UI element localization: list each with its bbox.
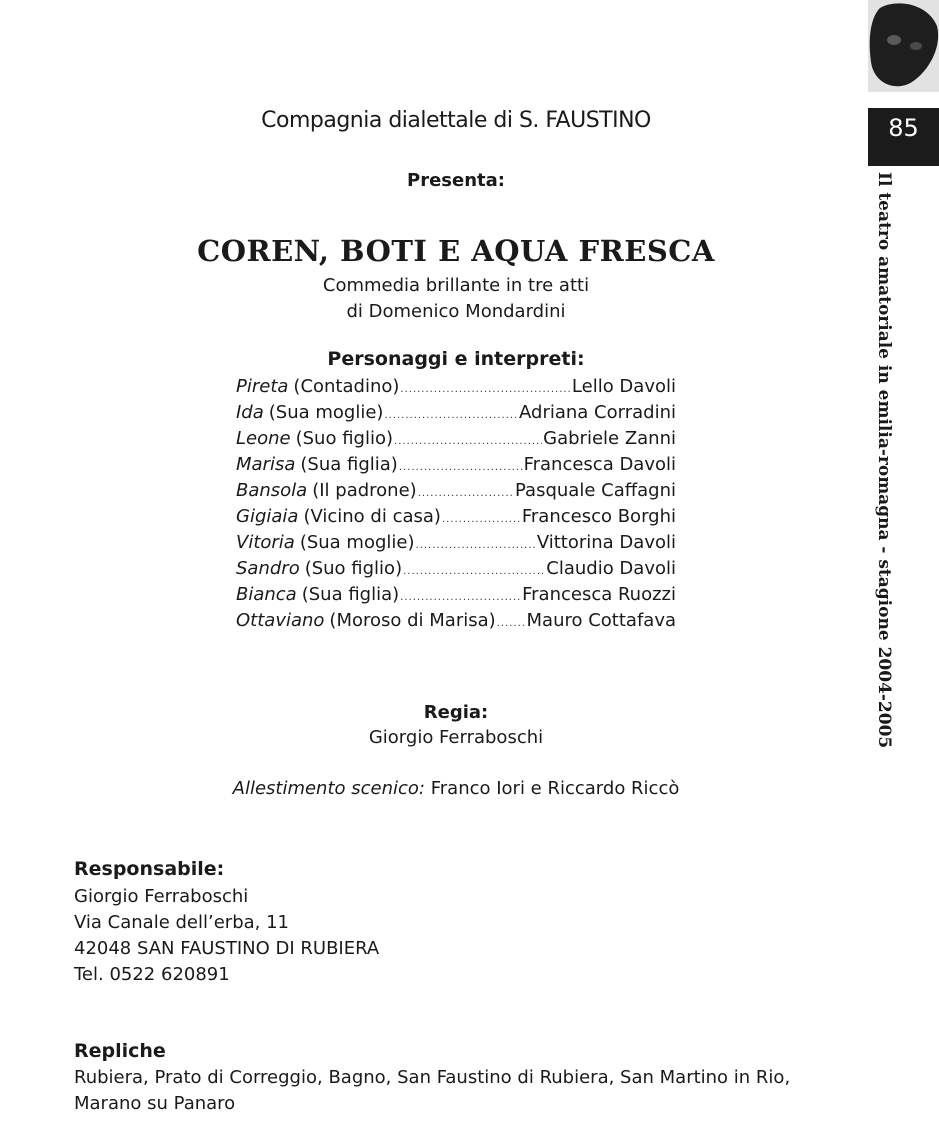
cast-role: Ottaviano bbox=[236, 610, 325, 631]
repliche-text: Rubiera, Prato di Correggio, Bagno, San Faustino di Rubiera, San Martino in Rio, Marano su Panaro bbox=[74, 1067, 791, 1114]
cast-role-description: (Sua figlia) bbox=[301, 584, 400, 605]
cast-row bbox=[236, 454, 676, 480]
cast-actor: Pasquale Caffagni bbox=[515, 480, 676, 501]
cast-role-description: (Vicino di casa) bbox=[303, 506, 441, 527]
cast-row bbox=[236, 376, 676, 402]
cast-actor: Adriana Corradini bbox=[519, 402, 676, 423]
subtitle-author: di Domenico Mondardini bbox=[346, 301, 566, 322]
responsabile-tel: Tel. 0522 620891 bbox=[74, 964, 230, 985]
cast-role-description: (Il padrone) bbox=[312, 480, 417, 501]
responsabile-name: Giorgio Ferraboschi bbox=[74, 886, 249, 907]
cast-role: Leone bbox=[236, 428, 291, 449]
allestimento-line bbox=[0, 778, 912, 799]
regia-heading: Regia: bbox=[423, 702, 489, 723]
leader-dots bbox=[400, 384, 571, 395]
cast-role-description: (Sua figlia) bbox=[300, 454, 398, 475]
cast-role-description: (Sua moglie) bbox=[268, 402, 384, 423]
responsabile-address: Via Canale dell’erba, 11 bbox=[74, 912, 290, 933]
cast-role-description: (Sua moglie) bbox=[299, 532, 415, 553]
cast-row bbox=[236, 532, 676, 558]
cast-row bbox=[236, 428, 676, 454]
cast-role: Pireta bbox=[236, 376, 289, 397]
cast-role-description: (Suo figlio) bbox=[295, 428, 394, 449]
cast-row bbox=[236, 584, 676, 610]
leader-dots bbox=[394, 436, 542, 447]
play-title: COREN, BOTI E AQUA FRESCA bbox=[197, 234, 715, 268]
leader-dots bbox=[384, 410, 518, 421]
cast-row bbox=[236, 402, 676, 428]
leader-dots bbox=[442, 514, 521, 525]
cast-actor: Lello Davoli bbox=[571, 376, 676, 397]
allestimento-value: Franco Iori e Riccardo Riccò bbox=[425, 778, 680, 799]
leader-dots bbox=[400, 592, 521, 603]
play-subtitle bbox=[0, 273, 912, 325]
cast-actor: Francesca Davoli bbox=[523, 454, 676, 475]
cast-row bbox=[236, 506, 676, 532]
cast-actor: Vittorina Davoli bbox=[536, 532, 676, 553]
allestimento-label: Allestimento scenico: bbox=[232, 778, 425, 799]
leader-dots bbox=[497, 618, 526, 629]
responsabile-city: 42048 SAN FAUSTINO DI RUBIERA bbox=[74, 938, 380, 959]
leader-dots bbox=[416, 540, 536, 551]
cast-heading: Personaggi e interpreti: bbox=[327, 348, 585, 370]
company-name: Compagnia dialettale di S. FAUSTINO bbox=[261, 108, 651, 133]
cast-actor: Francesco Borghi bbox=[521, 506, 676, 527]
page-number bbox=[868, 108, 939, 166]
cast-role-description: (Contadino) bbox=[293, 376, 400, 397]
series-title-text: Il teatro amatoriale in emilia-romagna - stagione 2004-2005 bbox=[874, 172, 894, 749]
cast-actor: Francesca Ruozzi bbox=[522, 584, 676, 605]
cast-role: Sandro bbox=[236, 558, 300, 579]
cast-actor: Claudio Davoli bbox=[546, 558, 676, 579]
cast-actor: Mauro Cottafava bbox=[526, 610, 676, 631]
cast-role: Ida bbox=[236, 402, 264, 423]
mask-photo bbox=[868, 0, 939, 92]
cast-row bbox=[236, 480, 676, 506]
responsabile-contact bbox=[74, 884, 379, 988]
cast-role-description: (Suo figlio) bbox=[304, 558, 403, 579]
cast-row bbox=[236, 610, 676, 636]
presenta-label: Presenta: bbox=[407, 170, 505, 191]
responsabile-heading: Responsabile: bbox=[74, 858, 225, 880]
vertical-series-title bbox=[864, 172, 904, 762]
subtitle-genre: Commedia brillante in tre atti bbox=[322, 275, 590, 296]
cast-role: Marisa bbox=[236, 454, 296, 475]
repliche-heading: Repliche bbox=[74, 1040, 166, 1062]
cast-role: Gigiaia bbox=[236, 506, 299, 527]
cast-role-description: (Moroso di Marisa) bbox=[329, 610, 496, 631]
page-number-text: 85 bbox=[888, 114, 919, 142]
cast-role: Bansola bbox=[236, 480, 308, 501]
leader-dots bbox=[418, 488, 514, 499]
regia-name: Giorgio Ferraboschi bbox=[368, 727, 544, 748]
leader-dots bbox=[403, 566, 545, 577]
cast-role: Vitoria bbox=[236, 532, 295, 553]
cast-list bbox=[236, 376, 676, 636]
leader-dots bbox=[399, 462, 523, 473]
cast-role: Bianca bbox=[236, 584, 297, 605]
cast-actor: Gabriele Zanni bbox=[543, 428, 676, 449]
cast-row bbox=[236, 558, 676, 584]
